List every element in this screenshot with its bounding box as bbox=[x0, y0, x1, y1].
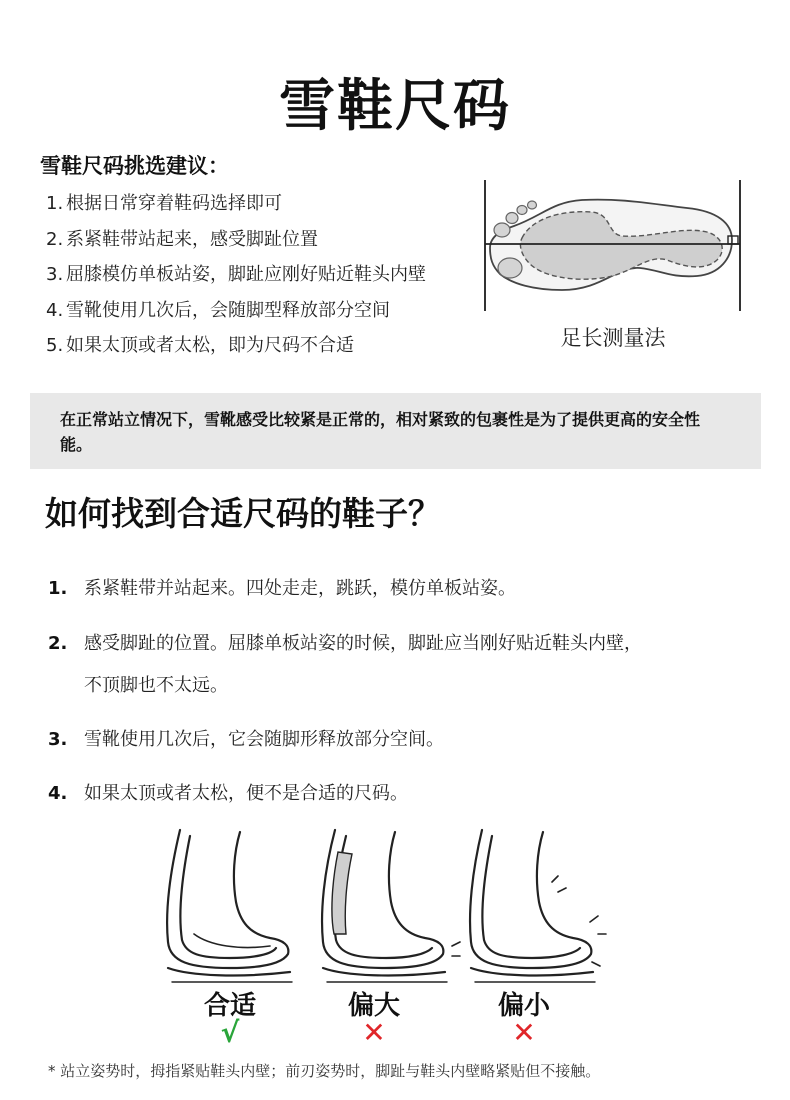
boot-fit-drawing bbox=[167, 830, 292, 982]
step-line: 如果太顶或者太松，便不是合适的尺码。 bbox=[84, 783, 408, 804]
item-text: 如果太顶或者太松，即为尺码不合适 bbox=[66, 335, 354, 356]
boot-too-big-drawing bbox=[322, 830, 447, 982]
step-number: 2. bbox=[48, 633, 68, 654]
page-title: 雪鞋尺码 bbox=[279, 74, 511, 139]
list-item bbox=[46, 257, 466, 293]
list-item bbox=[46, 293, 466, 329]
step-text bbox=[84, 773, 774, 815]
list-item bbox=[46, 186, 466, 222]
step-text bbox=[84, 623, 774, 707]
notice-box: 在正常站立情况下，雪靴感受比较紧是正常的，相对紧致的包裹性是为了提供更高的安全性能。 bbox=[30, 393, 761, 469]
check-icon: √ bbox=[220, 1016, 240, 1049]
item-number: 2. bbox=[46, 228, 64, 250]
boot-fit-illustration bbox=[160, 822, 620, 992]
item-text: 根据日常穿着鞋码选择即可 bbox=[66, 193, 282, 214]
fit-label-correct: 合适 bbox=[203, 991, 256, 1021]
boot-too-small-drawing bbox=[452, 830, 606, 982]
item-text: 系紧鞋带站起来，感受脚趾位置 bbox=[66, 228, 318, 250]
tips-list bbox=[46, 186, 466, 364]
item-text: 屈膝模仿单板站姿，脚趾应刚好贴近鞋头内壁 bbox=[66, 264, 426, 285]
step-text bbox=[84, 719, 774, 761]
fit-label-too-big: 偏大 bbox=[347, 991, 400, 1021]
list-item bbox=[46, 328, 466, 364]
item-number: 3. bbox=[46, 264, 64, 285]
section-heading: 如何找到合适尺码的鞋子？ bbox=[45, 494, 441, 533]
item-number: 1. bbox=[46, 193, 64, 214]
item-text: 雪靴使用几次后，会随脚型释放部分空间 bbox=[66, 299, 390, 321]
step-line: 系紧鞋带并站起来。四处走走，跳跃，模仿单板站姿。 bbox=[84, 578, 516, 599]
step-line: 雪靴使用几次后，它会随脚形释放部分空间。 bbox=[84, 729, 444, 750]
cross-icon: ✕ bbox=[512, 1016, 536, 1049]
step-line: 感受脚趾的位置。屈膝单板站姿的时候，脚趾应当刚好贴近鞋头内壁， bbox=[84, 633, 642, 654]
step-number: 4. bbox=[48, 783, 68, 804]
foot-measure-caption: 足长测量法 bbox=[560, 326, 666, 350]
fit-label-too-small: 偏小 bbox=[497, 991, 550, 1021]
foot-measure-illustration bbox=[482, 178, 744, 313]
item-number: 4. bbox=[46, 299, 64, 321]
step-number: 3. bbox=[48, 729, 68, 750]
cross-icon: ✕ bbox=[362, 1016, 386, 1049]
footnote: * 站立姿势时，拇指紧贴鞋头内壁；前刃姿势时，脚趾与鞋头内壁略紧贴但不接触。 bbox=[48, 1062, 601, 1080]
step-number: 1. bbox=[48, 578, 68, 599]
list-item bbox=[46, 222, 466, 258]
item-number: 5. bbox=[46, 335, 64, 356]
tips-heading: 雪鞋尺码挑选建议： bbox=[40, 154, 229, 178]
step-text bbox=[84, 568, 774, 610]
step-line: 不顶脚也不太远。 bbox=[84, 675, 228, 696]
